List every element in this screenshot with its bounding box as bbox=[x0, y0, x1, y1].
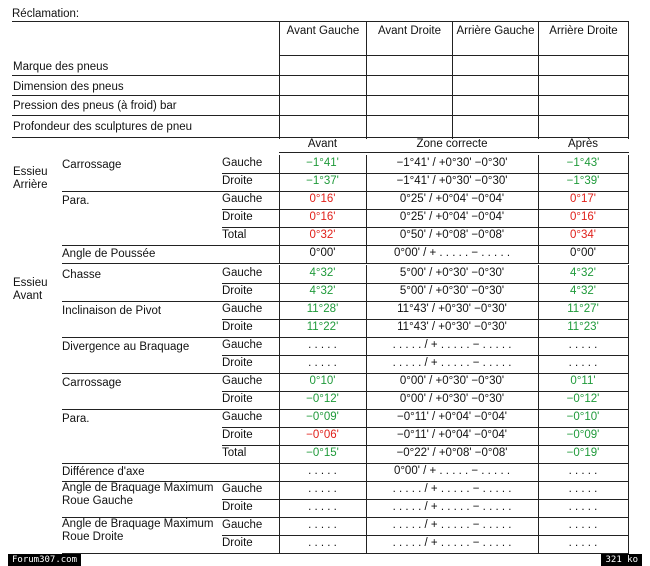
value-zone: 0°00' / +0°30' −0°30' bbox=[399, 393, 505, 405]
side-label: Droite bbox=[222, 393, 253, 405]
block-divider bbox=[62, 373, 629, 374]
value-zone: −0°11' / +0°04' −0°04' bbox=[396, 429, 508, 441]
value-apres: −0°09' bbox=[566, 429, 600, 441]
tire-row-label: Dimension des pneus bbox=[13, 81, 124, 93]
value-apres: . . . . . bbox=[568, 501, 598, 513]
block-divider bbox=[62, 263, 629, 264]
row-divider bbox=[222, 283, 629, 284]
side-label: Gauche bbox=[222, 267, 263, 279]
col-divider bbox=[538, 155, 539, 191]
col-divider bbox=[279, 481, 280, 517]
side-label: Droite bbox=[222, 321, 253, 333]
col-divider bbox=[279, 373, 280, 409]
side-label: Gauche bbox=[222, 157, 263, 169]
value-avant: 0°32' bbox=[309, 229, 336, 241]
value-apres: −1°39' bbox=[566, 175, 600, 187]
row-label: Angle de Poussée bbox=[62, 248, 156, 260]
row-divider bbox=[222, 209, 629, 210]
row-label: Carrossage bbox=[62, 159, 122, 171]
row-divider bbox=[222, 427, 629, 428]
row-divider bbox=[222, 355, 629, 356]
value-avant: −1°37' bbox=[306, 175, 339, 187]
header-front-right: Avant Droite bbox=[377, 25, 442, 37]
block-divider bbox=[62, 301, 629, 302]
value-apres: . . . . . bbox=[568, 357, 598, 369]
col-divider bbox=[279, 301, 280, 337]
value-avant: . . . . . bbox=[308, 357, 337, 369]
value-zone: 0°50' / +0°08' −0°08' bbox=[399, 229, 505, 241]
col-divider bbox=[279, 245, 280, 263]
row-label: Différence d'axe bbox=[62, 466, 145, 478]
value-zone: 5°00' / +0°30' −0°30' bbox=[399, 267, 505, 279]
value-avant: 11°22' bbox=[306, 321, 339, 333]
col-divider bbox=[628, 155, 629, 191]
col-divider bbox=[279, 463, 280, 481]
col-divider bbox=[366, 373, 367, 409]
value-avant: . . . . . bbox=[308, 519, 337, 531]
block-divider bbox=[62, 337, 629, 338]
value-avant: 11°28' bbox=[306, 303, 339, 315]
header-rear-left: Arrière Gauche bbox=[456, 25, 535, 37]
value-apres: . . . . . bbox=[568, 483, 598, 495]
value-avant: . . . . . bbox=[308, 537, 337, 549]
value-zone: . . . . . / + . . . . . − . . . . . bbox=[392, 339, 512, 351]
value-avant: −0°15' bbox=[306, 447, 339, 459]
row-divider bbox=[222, 173, 629, 174]
value-avant: . . . . . bbox=[308, 339, 337, 351]
side-label: Droite bbox=[222, 537, 253, 549]
value-zone: . . . . . / + . . . . . − . . . . . bbox=[392, 519, 512, 531]
section-front-label: Essieu Avant bbox=[13, 277, 48, 302]
value-apres: . . . . . bbox=[568, 519, 598, 531]
col-divider bbox=[366, 481, 367, 517]
col-divider bbox=[538, 191, 539, 245]
row-divider bbox=[222, 445, 629, 446]
footer-size: 321 ko bbox=[601, 554, 642, 566]
value-avant: 0°00' bbox=[309, 247, 336, 259]
value-apres: −0°19' bbox=[566, 447, 600, 459]
col-divider bbox=[366, 245, 367, 263]
col-avant-header: Avant bbox=[307, 138, 338, 150]
col-divider bbox=[538, 301, 539, 337]
row-divider bbox=[222, 319, 629, 320]
value-apres: 11°27' bbox=[567, 303, 599, 315]
value-zone: −1°41' / +0°30' −0°30' bbox=[396, 175, 508, 187]
side-label: Gauche bbox=[222, 519, 263, 531]
value-avant: 4°32' bbox=[309, 285, 336, 297]
row-divider bbox=[222, 535, 629, 536]
col-divider bbox=[366, 155, 367, 191]
value-avant: −0°06' bbox=[306, 429, 339, 441]
value-apres: 4°32' bbox=[570, 285, 596, 297]
side-label: Total bbox=[222, 229, 247, 241]
col-divider bbox=[279, 155, 280, 191]
col-divider bbox=[538, 463, 539, 481]
value-zone: 11°43' / +0°30' −0°30' bbox=[397, 321, 507, 333]
value-avant: 0°16' bbox=[309, 211, 336, 223]
value-avant: . . . . . bbox=[308, 483, 337, 495]
value-apres: −1°43' bbox=[566, 157, 600, 169]
value-apres: . . . . . bbox=[568, 465, 598, 477]
value-zone: . . . . . / + . . . . . − . . . . . bbox=[392, 501, 512, 513]
col-divider bbox=[628, 409, 629, 463]
value-avant: 0°10' bbox=[309, 375, 336, 387]
value-zone: . . . . . / + . . . . . − . . . . . bbox=[392, 537, 512, 549]
row-divider bbox=[222, 499, 629, 500]
value-zone: −0°22' / +0°08' −0°08' bbox=[396, 447, 508, 459]
col-divider bbox=[366, 517, 367, 553]
value-apres: 0°00' bbox=[570, 247, 596, 259]
row-label: Chasse bbox=[62, 269, 101, 281]
row-label: Divergence au Braquage bbox=[62, 341, 190, 353]
col-divider bbox=[279, 517, 280, 553]
value-zone: −1°41' / +0°30' −0°30' bbox=[396, 157, 508, 169]
value-avant: −1°41' bbox=[306, 157, 339, 169]
value-avant: . . . . . bbox=[308, 465, 337, 477]
side-label: Gauche bbox=[222, 375, 263, 387]
value-apres: 0°17' bbox=[570, 193, 596, 205]
side-label: Droite bbox=[222, 357, 253, 369]
col-divider bbox=[628, 481, 629, 517]
value-apres: 0°16' bbox=[570, 211, 596, 223]
side-label: Droite bbox=[222, 285, 253, 297]
col-zone-header: Zone correcte bbox=[416, 138, 488, 150]
col-divider bbox=[279, 191, 280, 245]
col-divider bbox=[538, 409, 539, 463]
value-avant: −0°12' bbox=[306, 393, 339, 405]
col-divider bbox=[628, 191, 629, 245]
col-divider bbox=[628, 337, 629, 373]
header-front-left: Avant Gauche bbox=[286, 25, 360, 37]
col-divider bbox=[366, 409, 367, 463]
value-apres: 4°32' bbox=[570, 267, 596, 279]
title-underline bbox=[12, 21, 628, 22]
value-avant: 4°32' bbox=[309, 267, 336, 279]
value-apres: . . . . . bbox=[568, 537, 598, 549]
col-divider bbox=[538, 265, 539, 301]
value-apres: 11°23' bbox=[567, 321, 599, 333]
side-label: Droite bbox=[222, 211, 253, 223]
tire-row-label: Profondeur des sculptures de pneu bbox=[13, 121, 193, 133]
value-zone: 0°00' / + . . . . . − . . . . . bbox=[393, 465, 511, 477]
col-divider bbox=[366, 337, 367, 373]
value-zone: 0°25' / +0°04' −0°04' bbox=[399, 211, 505, 223]
value-apres: −0°10' bbox=[566, 411, 600, 423]
row-label: Inclinaison de Pivot bbox=[62, 305, 162, 317]
col-divider bbox=[538, 517, 539, 553]
value-avant: −0°09' bbox=[306, 411, 339, 423]
value-avant: 0°16' bbox=[309, 193, 336, 205]
side-label: Gauche bbox=[222, 483, 263, 495]
value-zone: . . . . . / + . . . . . − . . . . . bbox=[392, 357, 512, 369]
header-rear-right: Arrière Droite bbox=[549, 25, 618, 37]
tire-row-label: Pression des pneus (à froid) bar bbox=[13, 100, 177, 112]
row-label: Para. bbox=[62, 195, 90, 207]
side-label: Droite bbox=[222, 175, 253, 187]
value-apres: 0°11' bbox=[570, 375, 596, 387]
value-zone: −0°11' / +0°04' −0°04' bbox=[396, 411, 508, 423]
value-zone: 5°00' / +0°30' −0°30' bbox=[399, 285, 505, 297]
col-divider bbox=[366, 265, 367, 301]
block-divider bbox=[62, 463, 629, 464]
col-divider bbox=[538, 373, 539, 409]
side-label: Total bbox=[222, 447, 247, 459]
block-divider bbox=[62, 409, 629, 410]
col-divider bbox=[628, 517, 629, 553]
side-label: Droite bbox=[222, 429, 253, 441]
row-label: Para. bbox=[62, 413, 90, 425]
col-divider bbox=[538, 337, 539, 373]
col-divider bbox=[538, 245, 539, 263]
col-divider bbox=[628, 301, 629, 337]
row-divider bbox=[222, 391, 629, 392]
value-apres: . . . . . bbox=[568, 339, 598, 351]
col-divider bbox=[366, 301, 367, 337]
section-rear-label: Essieu Arrière bbox=[13, 166, 48, 191]
col-divider bbox=[366, 463, 367, 481]
block-divider bbox=[62, 245, 629, 246]
col-divider bbox=[366, 191, 367, 245]
row-label: Carrossage bbox=[62, 377, 122, 389]
title: Réclamation: bbox=[12, 8, 80, 20]
value-zone: 11°43' / +0°30' −0°30' bbox=[397, 303, 507, 315]
col-apres-header: Après bbox=[567, 138, 599, 150]
side-label: Gauche bbox=[222, 193, 263, 205]
row-divider bbox=[222, 227, 629, 228]
block-divider bbox=[62, 553, 629, 554]
footer-site: Forum307.com bbox=[8, 554, 81, 566]
value-avant: . . . . . bbox=[308, 501, 337, 513]
tire-row-label: Marque des pneus bbox=[13, 61, 109, 73]
col-divider bbox=[279, 265, 280, 301]
value-apres: 0°34' bbox=[570, 229, 596, 241]
side-label: Droite bbox=[222, 501, 253, 513]
col-divider bbox=[628, 373, 629, 409]
col-divider bbox=[538, 481, 539, 517]
value-zone: 0°00' / +0°30' −0°30' bbox=[399, 375, 505, 387]
value-zone: 0°25' / +0°04' −0°04' bbox=[399, 193, 505, 205]
value-zone: . . . . . / + . . . . . − . . . . . bbox=[392, 483, 512, 495]
col-divider bbox=[628, 265, 629, 301]
row-label: Angle de Braquage Maximum Roue Gauche bbox=[62, 482, 214, 507]
col-divider bbox=[628, 463, 629, 481]
col-divider bbox=[279, 409, 280, 463]
value-zone: 0°00' / + . . . . . − . . . . . bbox=[393, 247, 511, 259]
block-divider bbox=[62, 191, 629, 192]
value-apres: −0°12' bbox=[566, 393, 600, 405]
col-divider bbox=[628, 245, 629, 263]
col-divider bbox=[279, 337, 280, 373]
side-label: Gauche bbox=[222, 303, 263, 315]
side-label: Gauche bbox=[222, 339, 263, 351]
side-label: Gauche bbox=[222, 411, 263, 423]
row-label: Angle de Braquage Maximum Roue Droite bbox=[62, 518, 214, 543]
